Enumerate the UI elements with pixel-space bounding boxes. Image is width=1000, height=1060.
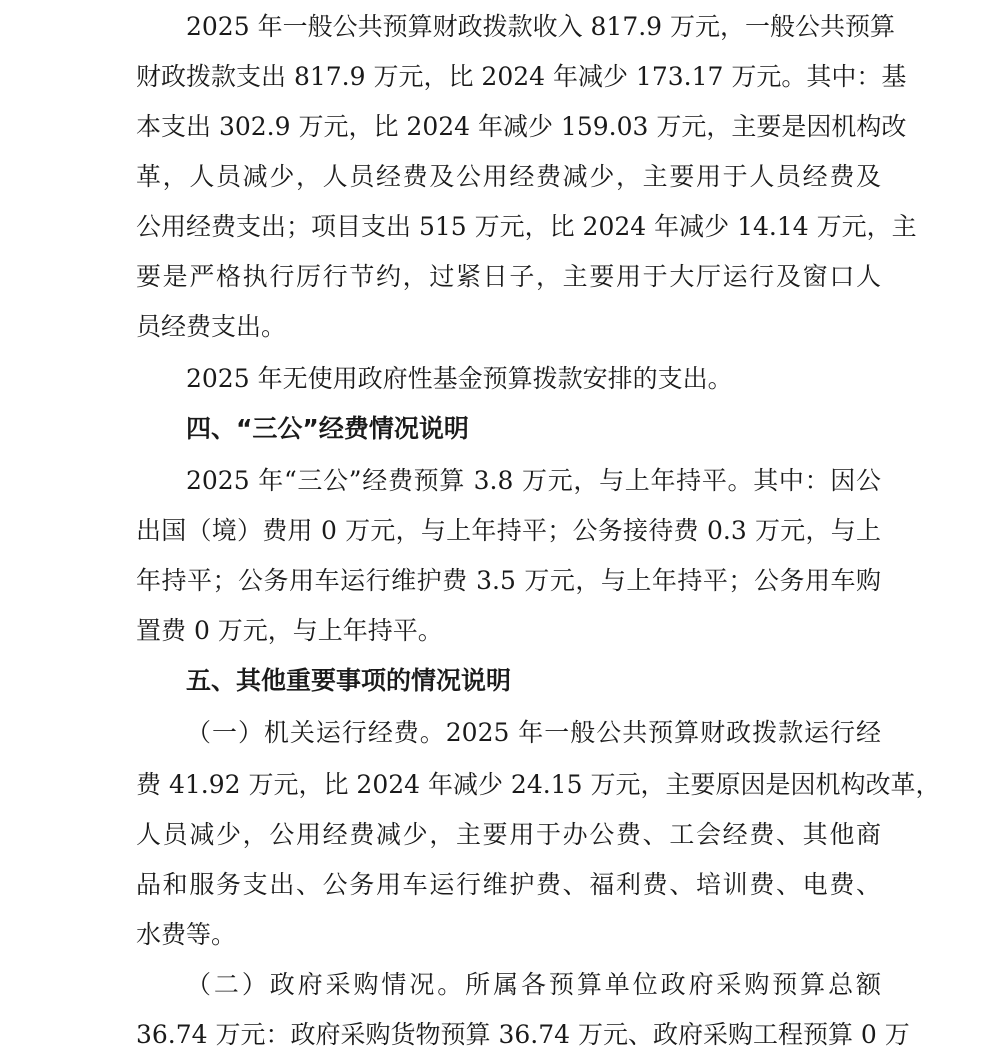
paragraph-line: 革，人员减少，人员经费及公用经费减少，主要用于人员经费及 <box>136 162 881 191</box>
paragraph-line: 年持平；公务用车运行维护费 3.5 万元，与上年持平；公务用车购 <box>136 566 881 595</box>
paragraph-line: 2025 年“三公”经费预算 3.8 万元，与上年持平。其中：因公 <box>186 466 881 495</box>
paragraph-line: 36.74 万元：政府采购货物预算 36.74 万元、政府采购工程预算 0 万 <box>136 1020 910 1049</box>
paragraph-line: 人员减少，公用经费减少，主要用于办公费、工会经费、其他商 <box>136 820 881 849</box>
paragraph-line: 品和服务支出、公务用车运行维护费、福利费、培训费、电费、 <box>136 870 881 899</box>
paragraph-line: 置费 0 万元，与上年持平。 <box>136 616 443 645</box>
paragraph-line: 水费等。 <box>136 920 237 949</box>
paragraph-line: 员经费支出。 <box>136 312 287 341</box>
paragraph-line: 本支出 302.9 万元，比 2024 年减少 159.03 万元，主要是因机构改 <box>136 112 907 141</box>
paragraph-line: 要是严格执行厉行节约，过紧日子，主要用于大厅运行及窗口人 <box>136 262 881 291</box>
paragraph-line: 出国（境）费用 0 万元，与上年持平；公务接待费 0.3 万元，与上 <box>136 516 881 545</box>
paragraph-line: 财政拨款支出 817.9 万元，比 2024 年减少 173.17 万元。其中：基 <box>136 62 907 91</box>
paragraph-line: 公用经费支出；项目支出 515 万元，比 2024 年减少 14.14 万元，主 <box>136 212 917 241</box>
paragraph-line: （二）政府采购情况。所属各预算单位政府采购预算总额 <box>186 970 881 999</box>
section-heading: 四、“三公”经费情况说明 <box>186 414 469 443</box>
paragraph-line: 费 41.92 万元，比 2024 年减少 24.15 万元，主要原因是因机构改革， <box>136 770 941 799</box>
paragraph-line: 2025 年无使用政府性基金预算拨款安排的支出。 <box>186 364 733 393</box>
section-heading: 五、其他重要事项的情况说明 <box>186 666 512 695</box>
paragraph-line: 2025 年一般公共预算财政拨款收入 817.9 万元，一般公共预算 <box>186 12 896 41</box>
paragraph-line: （一）机关运行经费。2025 年一般公共预算财政拨款运行经 <box>186 718 881 747</box>
